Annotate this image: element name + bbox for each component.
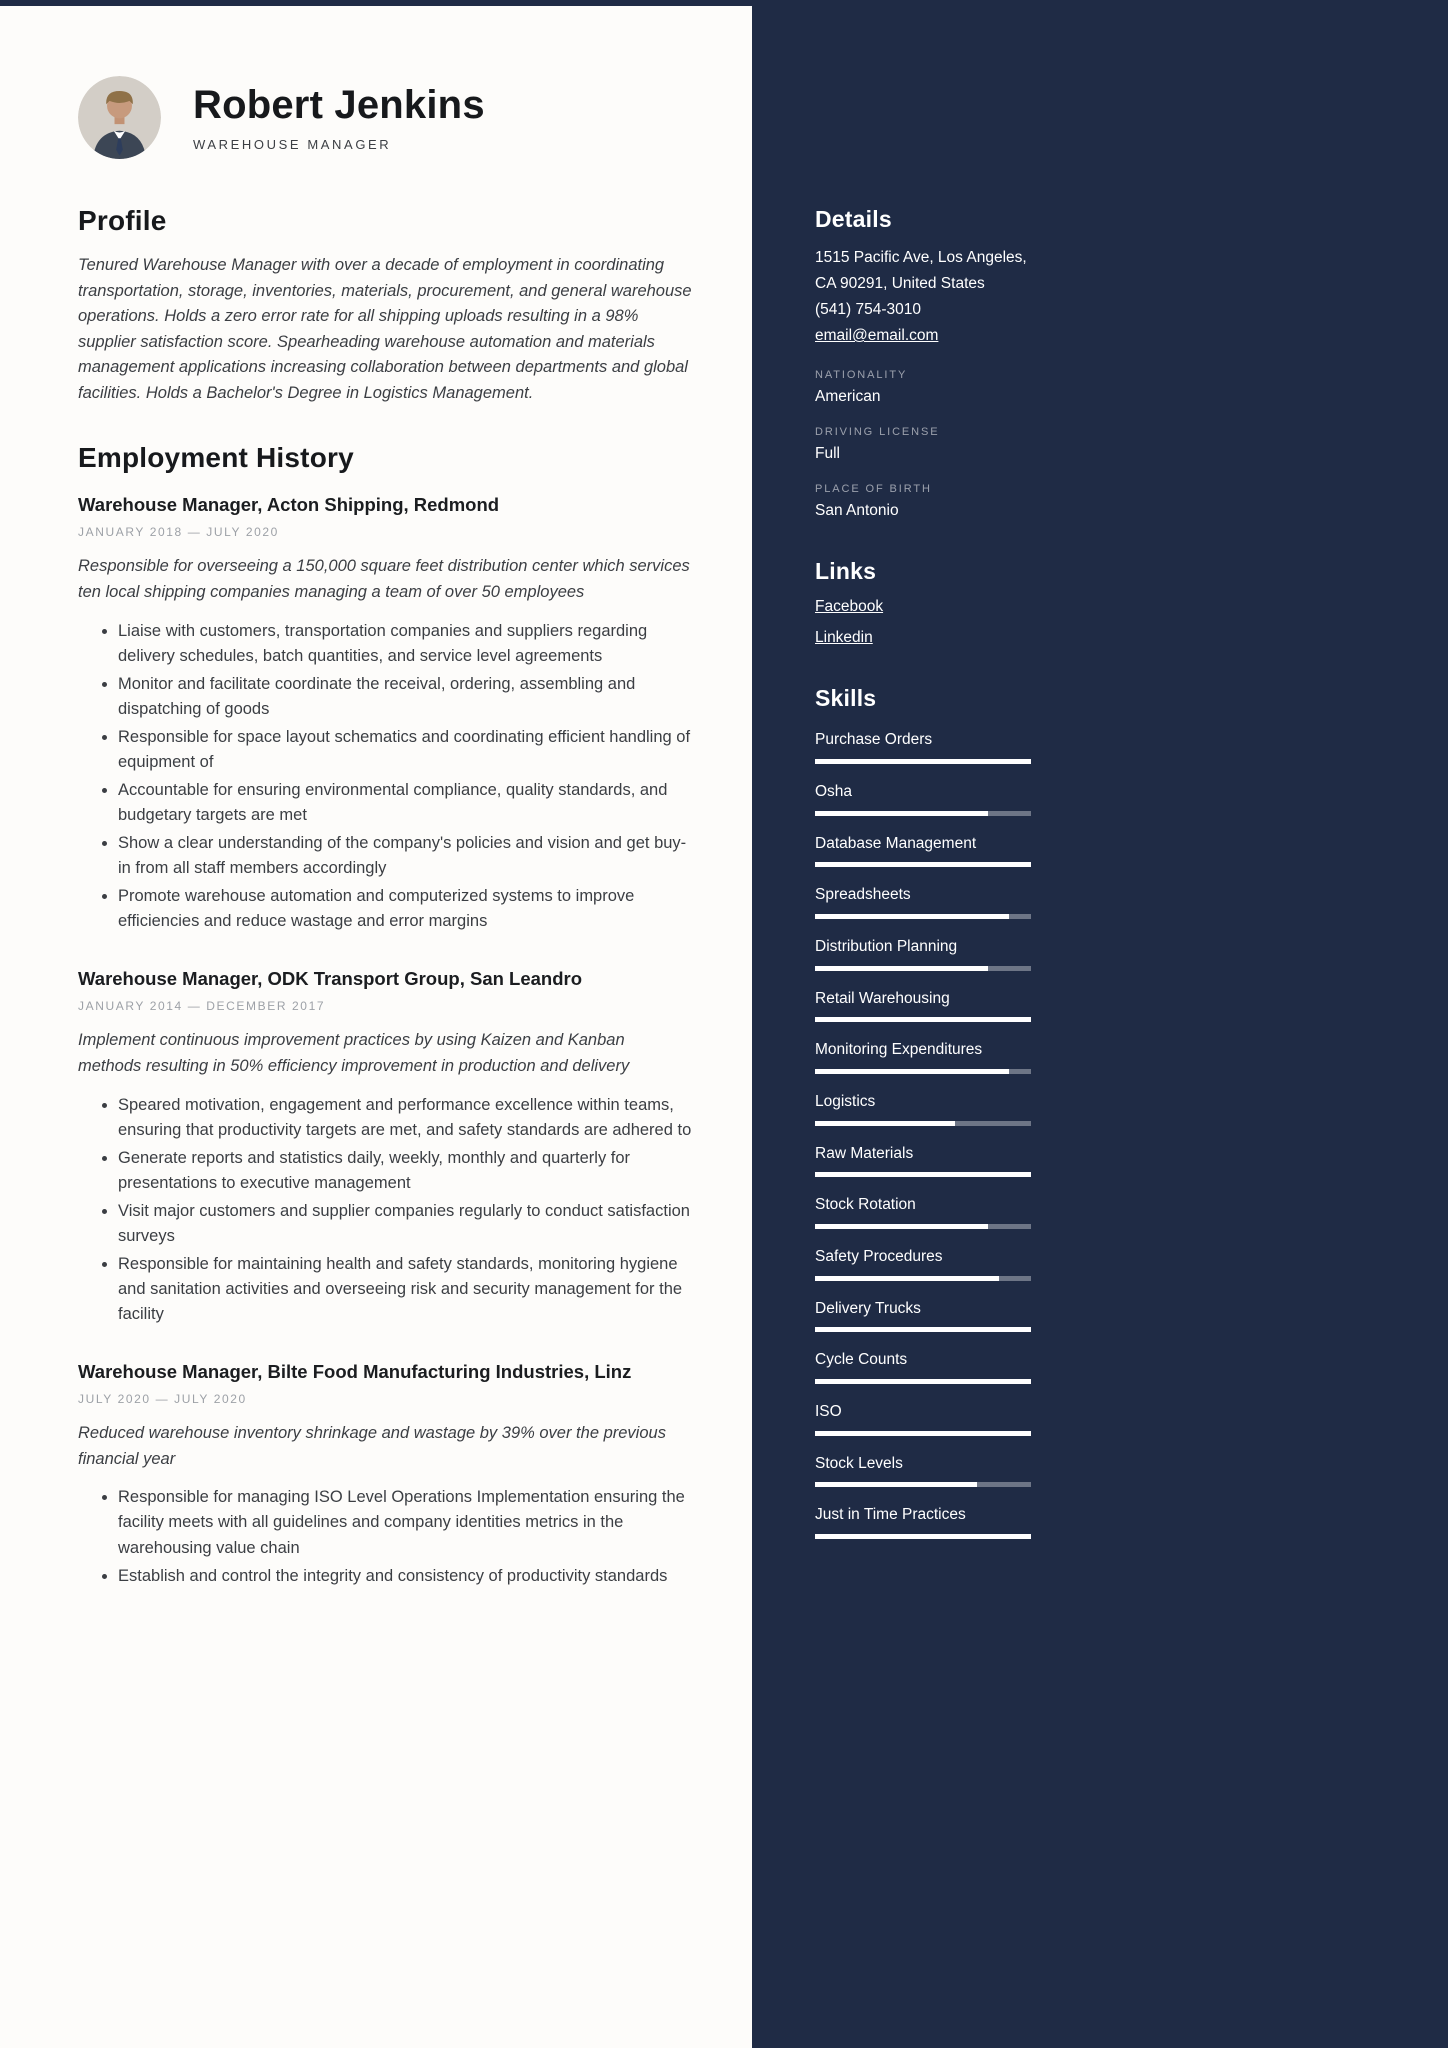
skill-level-fill xyxy=(815,1172,1031,1177)
skill-name: Stock Rotation xyxy=(815,1196,916,1214)
link-linkedin[interactable]: Linkedin xyxy=(815,629,873,647)
skill-level-fill xyxy=(815,914,1009,919)
skill-name: Retail Warehousing xyxy=(815,989,950,1007)
resume-page xyxy=(0,6,752,2048)
skill-bar xyxy=(815,1482,1031,1487)
skill-bar xyxy=(815,1431,1031,1436)
skill-name: Spreadsheets xyxy=(815,886,911,904)
skill-level-fill xyxy=(815,1224,988,1229)
links-heading: Links xyxy=(815,558,877,585)
skill-level-fill xyxy=(815,1069,1009,1074)
job-bullet: • Generate reports and statistics daily, weekly, monthly and quarterly for presentations to executive management xyxy=(118,1146,692,1196)
skill-name: Logistics xyxy=(815,1092,876,1110)
job-entry xyxy=(78,968,692,1327)
email-link[interactable]: email@email.com xyxy=(815,327,939,345)
driving-license-label: DRIVING LICENSE xyxy=(815,426,940,439)
skill-bar xyxy=(815,1379,1031,1384)
job-entry xyxy=(78,1361,692,1588)
job-bullet: • Responsible for space layout schematics and coordinating efficient handling of equipment of xyxy=(118,725,692,775)
job-title: Warehouse Manager, ODK Transport Group, San Leandro xyxy=(78,968,583,990)
skill-name: Stock Levels xyxy=(815,1454,903,1472)
candidate-role: WAREHOUSE MANAGER xyxy=(193,137,392,152)
name-block xyxy=(193,83,485,152)
contact-block xyxy=(815,245,1031,349)
skill-item xyxy=(815,781,1031,816)
skill-item xyxy=(815,833,1031,868)
skill-item xyxy=(815,1143,1031,1178)
job-bullet: • Monitor and facilitate coordinate the receival, ordering, assembling and dispatching of goods xyxy=(118,672,692,722)
skill-name: Cycle Counts xyxy=(815,1351,908,1369)
main-column xyxy=(0,6,752,1589)
skill-item xyxy=(815,884,1031,919)
skill-bar xyxy=(815,1172,1031,1177)
skill-item xyxy=(815,1246,1031,1281)
skill-bar xyxy=(815,966,1031,971)
skill-bar xyxy=(815,1534,1031,1539)
profile-heading: Profile xyxy=(78,205,167,236)
job-bullet: • Visit major customers and supplier companies regularly to conduct satisfaction surveys xyxy=(118,1199,692,1249)
links-list xyxy=(815,598,1031,647)
job-bullet: • Responsible for managing ISO Level Operations Implementation ensuring the facility meets with all guidelines and company identities metrics in the warehousing value chain xyxy=(118,1485,692,1560)
skill-level-fill xyxy=(815,1276,999,1281)
skill-level-fill xyxy=(815,1482,977,1487)
job-summary: Reduced warehouse inventory shrinkage and wastage by 39% over the previous financial year xyxy=(78,1424,666,1468)
skill-level-fill xyxy=(815,1017,1031,1022)
skill-bar xyxy=(815,759,1031,764)
employment-heading: Employment History xyxy=(78,442,354,474)
job-bullet: • Speared motivation, engagement and performance excellence within teams, ensuring that productivity targets are met, and safety standards are adhered to xyxy=(118,1093,692,1143)
skill-name: Database Management xyxy=(815,834,977,852)
sidebar xyxy=(815,0,1031,1539)
skill-level-fill xyxy=(815,811,988,816)
place-of-birth-value: San Antonio xyxy=(815,502,899,520)
phone: (541) 754-3010 xyxy=(815,301,921,319)
skill-bar xyxy=(815,862,1031,867)
details-heading: Details xyxy=(815,206,892,232)
skill-item xyxy=(815,1298,1031,1333)
job-bullets xyxy=(78,619,692,935)
job-dates: JANUARY 2014 — DECEMBER 2017 xyxy=(78,999,326,1014)
avatar-photo xyxy=(78,76,161,159)
skill-item xyxy=(815,729,1031,764)
skill-item xyxy=(815,1401,1031,1436)
skill-item xyxy=(815,1091,1031,1126)
skill-bar xyxy=(815,914,1031,919)
skill-item xyxy=(815,1504,1031,1539)
job-dates: JANUARY 2018 — JULY 2020 xyxy=(78,525,279,540)
skill-name: Just in Time Practices xyxy=(815,1506,966,1524)
skill-level-fill xyxy=(815,759,1031,764)
skill-item xyxy=(815,936,1031,971)
job-summary: Implement continuous improvement practices by using Kaizen and Kanban methods resulting in 50% efficiency improvement in production and delivery xyxy=(78,1031,630,1075)
skill-level-fill xyxy=(815,1379,1031,1384)
skill-level-fill xyxy=(815,1534,1031,1539)
skill-bar xyxy=(815,1017,1031,1022)
skill-level-fill xyxy=(815,966,988,971)
skill-name: Safety Procedures xyxy=(815,1248,943,1265)
skill-name: Osha xyxy=(815,782,853,800)
job-bullet: • Accountable for ensuring environmental compliance, quality standards, and budgetary targets are met xyxy=(118,778,692,828)
skill-level-fill xyxy=(815,1327,1031,1332)
skill-level-fill xyxy=(815,1431,1031,1436)
nationality-value: American xyxy=(815,388,881,406)
skill-name: Monitoring Expenditures xyxy=(815,1041,983,1059)
job-summary: Responsible for overseeing a 150,000 square feet distribution center which services ten local shipping companies managing a team of over 50 employees xyxy=(78,557,690,601)
link-facebook[interactable]: Facebook xyxy=(815,598,884,616)
skill-level-fill xyxy=(815,1121,955,1126)
job-bullet: • Show a clear understanding of the company's policies and vision and get buy-in from all staff members accordingly xyxy=(118,831,692,881)
job-title: Warehouse Manager, Acton Shipping, Redmond xyxy=(78,494,500,516)
skill-bar xyxy=(815,1121,1031,1126)
skill-name: Raw Materials xyxy=(815,1144,914,1162)
skill-item xyxy=(815,1194,1031,1229)
jobs-list xyxy=(78,494,692,1588)
skill-name: Delivery Trucks xyxy=(815,1299,921,1317)
address: 1515 Pacific Ave, Los Angeles, CA 90291, United States xyxy=(815,249,1027,293)
skill-bar xyxy=(815,1327,1031,1332)
job-bullet: • Establish and control the integrity and consistency of productivity standards xyxy=(118,1564,692,1589)
place-of-birth-label: PLACE OF BIRTH xyxy=(815,483,932,496)
skill-name: Purchase Orders xyxy=(815,731,933,749)
job-bullets xyxy=(78,1093,692,1328)
skill-bar xyxy=(815,1069,1031,1074)
skill-item xyxy=(815,988,1031,1023)
job-title: Warehouse Manager, Bilte Food Manufacturing Industries, Linz xyxy=(78,1361,632,1383)
skill-bar xyxy=(815,811,1031,816)
skill-name: ISO xyxy=(815,1403,842,1421)
skill-item xyxy=(815,1039,1031,1074)
skill-name: Distribution Planning xyxy=(815,937,958,955)
skill-item xyxy=(815,1453,1031,1488)
skill-bar xyxy=(815,1224,1031,1229)
job-bullet: • Liaise with customers, transportation companies and suppliers regarding delivery schedules, batch quantities, and service level agreements xyxy=(118,619,692,669)
profile-text: Tenured Warehouse Manager with over a decade of employment in coordinating transportation, storage, inventories, materials, procurement, and general warehouse operations. Holds a zero error rate for all shipping uploads resulting in a 98% supplier satisfaction score. Spearheading warehouse automation and materials management applications increasing collaboration between departments and global facilities. Holds a Bachelor's Degree in Logistics Management. xyxy=(78,256,692,402)
candidate-name: Robert Jenkins xyxy=(193,83,485,127)
skills-heading: Skills xyxy=(815,685,877,712)
nationality-label: NATIONALITY xyxy=(815,369,908,382)
job-dates: JULY 2020 — JULY 2020 xyxy=(78,1392,247,1407)
job-bullet: • Responsible for maintaining health and safety standards, monitoring hygiene and sanitation activities and overseeing risk and security management for the facility xyxy=(118,1252,692,1327)
job-entry xyxy=(78,494,692,934)
job-bullet: • Promote warehouse automation and computerized systems to improve efficiencies and reduce wastage and error margins xyxy=(118,884,692,934)
resume-header xyxy=(78,76,692,159)
skill-level-fill xyxy=(815,862,1031,867)
skills-list xyxy=(815,729,1031,1539)
skill-bar xyxy=(815,1276,1031,1281)
skill-item xyxy=(815,1349,1031,1384)
driving-license-value: Full xyxy=(815,445,840,463)
avatar xyxy=(78,76,161,159)
job-bullets xyxy=(78,1485,692,1588)
